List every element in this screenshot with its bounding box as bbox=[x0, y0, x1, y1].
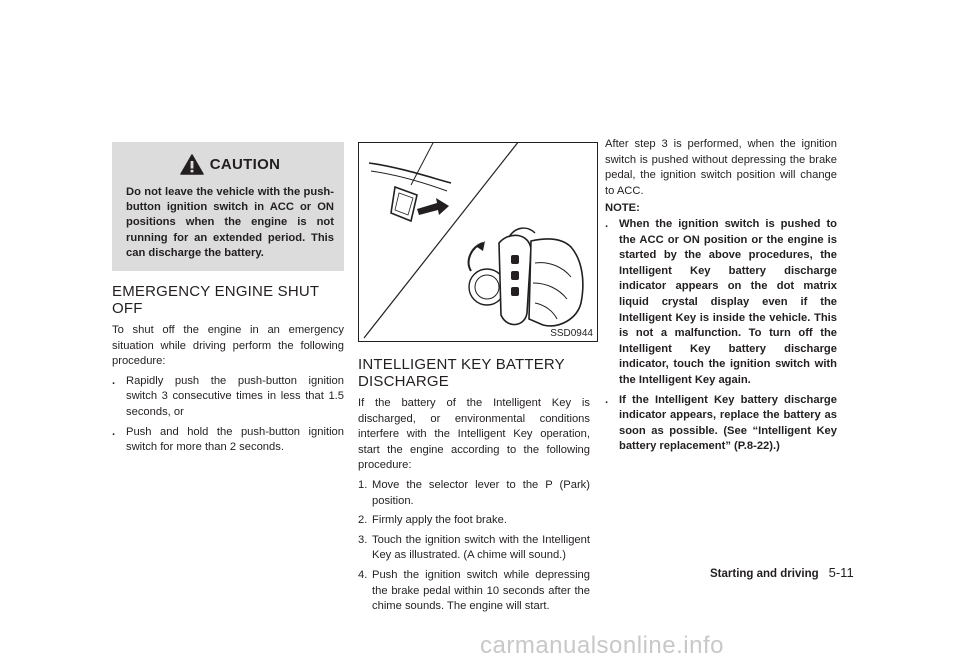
step-number: 1. bbox=[358, 478, 368, 491]
note-text: If the Intelligent Key battery discharge indicator appears, replace the battery as soon as possible. (See “Intelligent Key battery replacement” (P.8-22).) bbox=[619, 393, 837, 453]
list-item bbox=[358, 533, 590, 564]
note-text: When the ignition switch is pushed to the ACC or ON position or the engine is started by the above procedures, the Intelligent Key battery discharge indicator appears on the dot matrix liquid crystal display even if the Intelligent Key is inside the vehicle. This is not a malfunction. To turn off the Intelligent Key battery discharge indicator, touch the ignition switch with the Intelligent Key again. bbox=[619, 217, 837, 386]
list-item bbox=[605, 217, 837, 389]
step-text: Touch the ignition switch with the Intelligent Key as illustrated. (A chime will sound.) bbox=[372, 533, 590, 562]
step-text: Move the selector lever to the P (Park) position. bbox=[372, 478, 590, 507]
after-step-paragraph: After step 3 is performed, when the ignition switch is pushed without depressing the brake pedal, the ignition switch position will change to ACC. bbox=[605, 138, 837, 197]
middle-column bbox=[358, 142, 593, 615]
list-item bbox=[358, 513, 590, 529]
note-label: NOTE: bbox=[605, 202, 640, 215]
battery-intro: If the battery of the Intelligent Key is discharged, or environmental conditions interfere with the Intelligent Key operation, start the engine according to the following procedure: bbox=[358, 397, 590, 472]
step-number: 2. bbox=[358, 514, 368, 527]
page-number: 5-11 bbox=[828, 565, 854, 580]
battery-heading: INTELLIGENT KEY BATTERY DISCHARGE bbox=[358, 356, 565, 390]
caution-title: CAUTION bbox=[209, 156, 281, 173]
figure-code: SSD0944 bbox=[550, 328, 593, 339]
step-text: Firmly apply the foot brake. bbox=[372, 514, 507, 527]
caution-box bbox=[112, 142, 344, 271]
caution-header bbox=[126, 154, 334, 175]
emergency-heading: EMERGENCY ENGINE SHUT OFF bbox=[112, 283, 320, 318]
list-item bbox=[358, 478, 590, 509]
ignition-illustration bbox=[358, 142, 598, 342]
bullet-marker: . bbox=[112, 425, 116, 438]
bullet-marker: . bbox=[112, 374, 116, 387]
warning-icon bbox=[180, 154, 204, 175]
list-item bbox=[112, 374, 344, 421]
right-column bbox=[605, 137, 837, 455]
page-footer bbox=[710, 565, 854, 580]
watermark-text: carmanualsonline.info bbox=[480, 632, 724, 659]
bullet-marker: . bbox=[605, 393, 609, 406]
key-touch-illustration bbox=[359, 143, 597, 341]
list-item bbox=[112, 425, 344, 456]
step-number: 4. bbox=[358, 568, 368, 581]
section-title: Starting and driving bbox=[710, 568, 819, 580]
step-number: 3. bbox=[358, 533, 368, 546]
bullet-marker: . bbox=[605, 217, 609, 230]
caution-text: Do not leave the vehicle with the push-button ignition switch in ACC or ON positions when the engine is not running for an extended period. This can discharge the battery. bbox=[126, 186, 334, 259]
step-text: Push the ignition switch while depressing the brake pedal within 10 seconds after the chime sounds. The engine will start. bbox=[372, 568, 590, 613]
bullet-text: Rapidly push the push-button ignition switch 3 consecutive times in less that 1.5 seconds, or bbox=[126, 374, 344, 418]
left-column bbox=[112, 142, 344, 456]
list-item bbox=[605, 393, 837, 455]
bullet-text: Push and hold the push-button ignition switch for more than 2 seconds. bbox=[126, 425, 344, 454]
list-item bbox=[358, 568, 590, 615]
emergency-intro: To shut off the engine in an emergency situation while driving perform the following procedure: bbox=[112, 324, 344, 368]
